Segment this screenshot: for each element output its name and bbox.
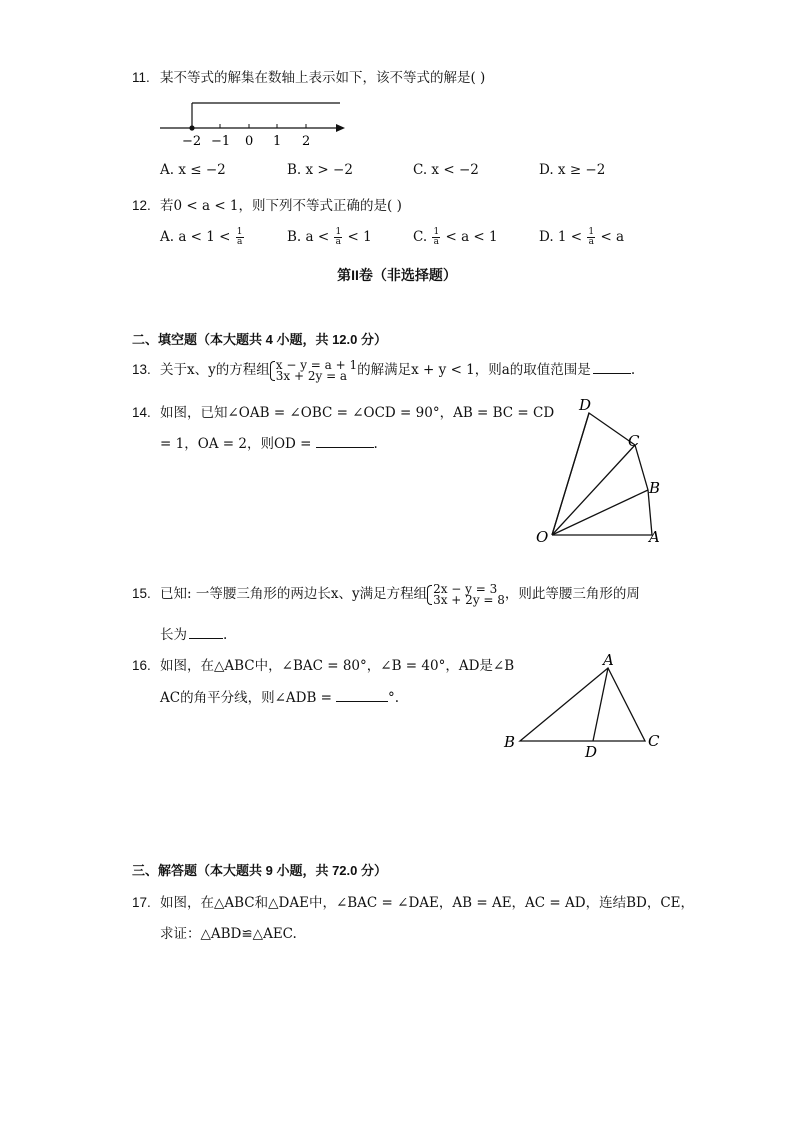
q12-stem [132, 194, 402, 214]
q11-number-line [155, 95, 355, 150]
q11-option-c: C. x < −2 [413, 162, 479, 178]
q12-option-c-prefix: C. [413, 229, 428, 245]
section2-heading: 二、填空题（本大题共 4 小题，共 12.0 分） [132, 332, 387, 347]
label-B: B [649, 479, 661, 497]
q16-figure [500, 648, 670, 763]
label-D: D [585, 743, 598, 761]
label-A: A [603, 651, 614, 669]
q14-stem-line2: = 1，OA = 2，则OD = . [160, 436, 378, 452]
q14-stem: 14. 如图，已知∠OAB = ∠OBC = ∠OCD = 90°，AB = BC = CD [132, 405, 555, 421]
q11-text: 某不等式的解集在数轴上表示如下，该不等式的解是( ) [160, 70, 486, 86]
label-C: C [648, 732, 660, 750]
q11-option-a: A. x ≤ −2 [160, 162, 226, 178]
q12-text: 若0 < a < 1，则下列不等式正确的是( ) [160, 198, 402, 214]
label-O: O [536, 528, 549, 546]
q11-option-d: D. x ≥ −2 [539, 162, 606, 178]
axis-label-neg2: −2 [182, 134, 202, 149]
equation-system: 2x − y = 3 3x + 2y = 8 [427, 584, 505, 606]
q12-option-d: D. 1 < $\frac{1}{a}$ < a [539, 227, 625, 247]
q12-option-a-prefix: A. a < 1 < [160, 229, 231, 245]
q12-option-d-prefix: D. 1 < [539, 229, 583, 245]
q14-figure [525, 395, 675, 550]
q16-answer-blank[interactable] [336, 689, 388, 702]
q11-option-b: B. x > −2 [287, 162, 353, 178]
q17-stem-line2: 求证：△ABD≌△AEC. [160, 926, 297, 942]
q13-answer-blank[interactable] [593, 361, 631, 374]
q12-option-b: B. a < $\frac{1}{a}$ < 1 [287, 227, 372, 247]
axis-label-2: 2 [302, 134, 311, 149]
q13-number: 13. [132, 362, 151, 377]
q12-option-a [160, 228, 245, 247]
q13-stem: 13. 关于x、y的方程组 x − y = a + 1 3x + 2y = a 的解满足x + y < 1，则a的取值范围是 . [132, 357, 636, 383]
label-D: D [579, 396, 592, 414]
label-A: A [649, 528, 660, 546]
q15-stem-line2: 长为 . [160, 627, 228, 643]
fraction: $\frac{1}{a}$ [236, 227, 243, 247]
q15-answer-blank[interactable] [189, 626, 223, 639]
q17-number: 17. [132, 895, 151, 910]
q12-number: 12. [132, 198, 151, 213]
q14-answer-blank[interactable] [316, 435, 374, 448]
q16-number: 16. [132, 658, 151, 673]
q12-option-c: C. $\frac{1}{a}$ < a < 1 [413, 227, 498, 247]
fraction: $\frac{1}{a}$ [433, 227, 440, 247]
fraction: $\frac{1}{a}$ [335, 227, 342, 247]
q16-stem: 16. 如图，在△ABC中，∠BAC = 80°，∠B = 40°，AD是∠B [132, 658, 515, 674]
equation-system: x − y = a + 1 3x + 2y = a [270, 360, 357, 382]
q12-option-b-prefix: B. a < [287, 229, 330, 245]
q11-stem [132, 66, 485, 86]
q15-number: 15. [132, 586, 151, 601]
q16-stem-line2: AC的角平分线，则∠ADB = °. [160, 690, 400, 706]
q11-number: 11. [132, 70, 150, 85]
fraction: $\frac{1}{a}$ [588, 227, 595, 247]
part2-title: 第II卷（非选择题） [337, 267, 457, 283]
axis-label-1: 1 [273, 134, 282, 149]
axis-label-neg1: −1 [211, 134, 231, 149]
label-B: B [504, 733, 516, 751]
q15-stem: 15. 已知: 一等腰三角形的两边长x、y满足方程组 2x − y = 3 3x + 2y = 8 ，则此等腰三角形的周 [132, 581, 640, 607]
q14-number: 14. [132, 405, 151, 420]
label-C: C [628, 432, 640, 450]
q17-stem: 17. 如图，在△ABC和△DAE中，∠BAC = ∠DAE，AB = AE，AC = AD，连结BD，CE， [132, 895, 695, 911]
section3-heading: 三、解答题（本大题共 9 小题，共 72.0 分） [132, 863, 387, 878]
axis-label-0: 0 [245, 134, 254, 149]
